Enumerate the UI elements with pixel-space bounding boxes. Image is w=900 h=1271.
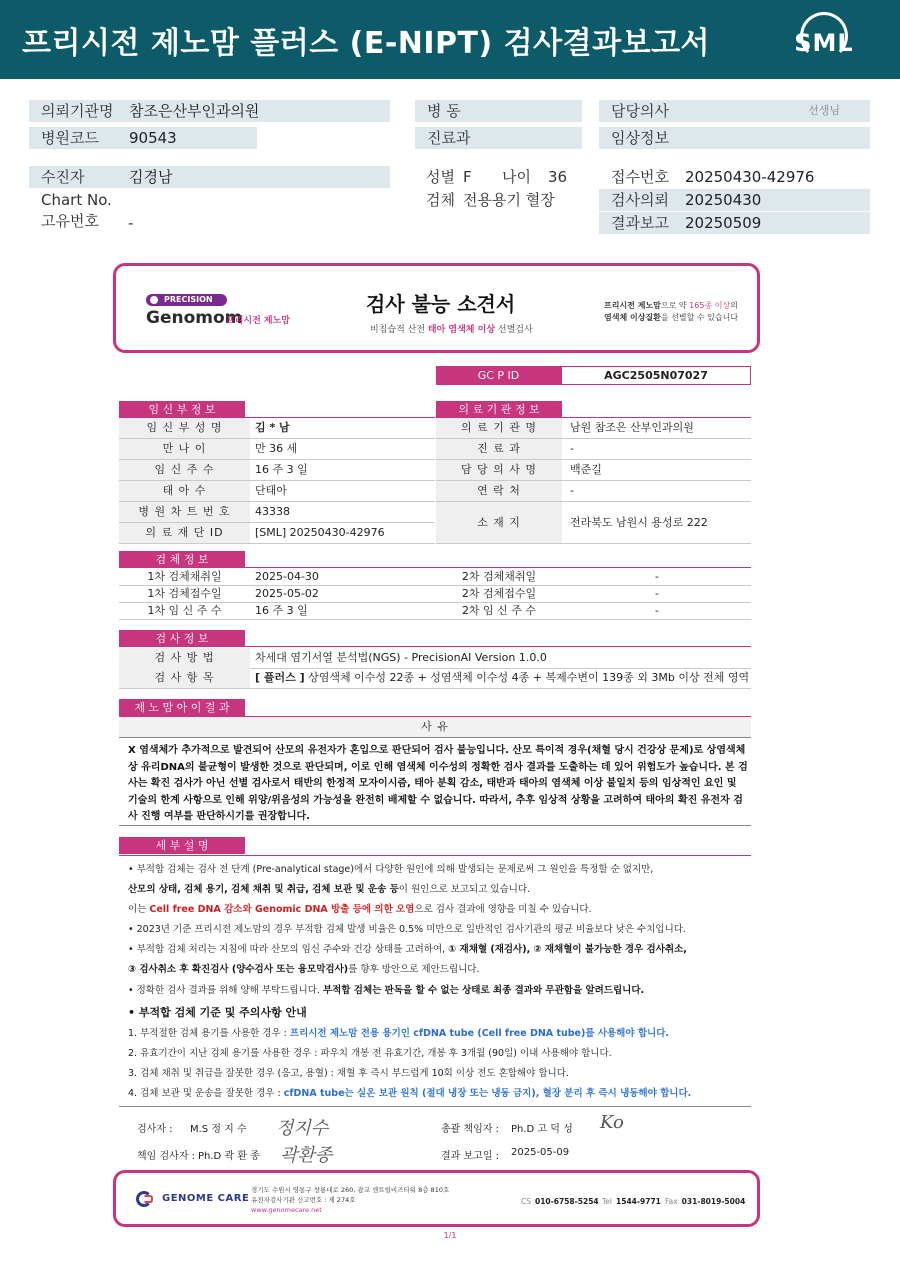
preg-row-label: 임 신 주 수 [119, 460, 250, 480]
org-row-value: 백준길 [570, 463, 602, 476]
caution-4: 4. 검체 보관 및 운송을 잘못한 경우 : cfDNA tube는 실온 보관 원칙 (절대 냉장 또는 냉동 금지), 혈장 분리 후 즉시 냉동해야 합니다. [128, 1088, 692, 1099]
preg-row-value: 16 주 3 일 [255, 463, 308, 476]
sex-label: 성별 [426, 168, 455, 186]
org-row-value: 남원 참조은 산부인과의원 [570, 421, 694, 434]
genome-care-logo-icon [136, 1191, 158, 1207]
preg-row-label: 병 원 차 트 번 호 [119, 502, 250, 522]
preg-row-label: 의 료 재 단 ID [119, 523, 250, 543]
report-form-title: 검사 불능 소견서 [366, 292, 516, 316]
preg-row-value: 만 36 세 [255, 442, 298, 455]
hospital-code-field: 병원코드 90543 [29, 127, 257, 149]
sml-logo-icon: SML [792, 12, 856, 68]
department-field: 진료과 [415, 127, 582, 149]
test-items-label: 검 사 항 목 [119, 668, 250, 688]
hospital-field: 의뢰기관명 참조은산부인과의원 [29, 100, 390, 122]
report-title-box [113, 263, 760, 353]
sex-value: F [463, 168, 472, 186]
detail-header: 세 부 설 명 [119, 837, 245, 854]
age-label: 나이 [502, 168, 531, 186]
test-items-value: [ 플러스 ] 상염색체 이수성 22종 + 성염색체 이수성 4종 + 복제수변이 139종 외 3Mb 이상 전체 영역 [255, 671, 750, 684]
org-row-value: - [570, 442, 574, 455]
spec-value-2: - [655, 604, 659, 617]
tester-name: M.S 정 지 수 [190, 1124, 247, 1135]
resp-tester-signature: 곽환종 [280, 1145, 333, 1166]
tel-phone: Tel 1544-9771 [602, 1197, 661, 1206]
doctor-field: 담당의사 선생님 [599, 100, 870, 122]
test-method-label: 검 사 방 법 [119, 648, 250, 668]
caution-1: 1. 부적절한 검체 용기를 사용한 경우 : 프리시전 제노맘 전용 용기인 cfDNA tube (Cell free DNA tube)를 사용해야 합니다. [128, 1028, 669, 1039]
preg-row-label: 만 나 이 [119, 439, 250, 459]
spec-value-2: - [655, 570, 659, 583]
chief-signature: Ko [600, 1112, 624, 1133]
report-date-label: 결과 보고일 : [441, 1151, 500, 1162]
tester-signature: 정지수 [276, 1118, 329, 1139]
preg-row-value: 단태아 [255, 484, 287, 497]
spec-value-2: - [655, 587, 659, 600]
chart-no-label: Chart No. [41, 191, 112, 209]
spec-label-1: 1차 검체채취일 [147, 570, 222, 583]
precision-badge: PRECISION [146, 294, 227, 306]
spec-label-2: 2차 임 신 주 수 [461, 604, 537, 617]
spec-label-2: 2차 검체접수일 [461, 587, 537, 600]
gcpid-value: AGC2505N07027 [561, 366, 751, 385]
test-method-value: 차세대 염기서열 분석법(NGS) - PrecisionAI Version 1.0.0 [255, 651, 547, 664]
org-row-label: 소 재 지 [436, 502, 562, 543]
org-row-label: 담 당 의 사 명 [436, 460, 562, 480]
detail-note-2: 산모의 상태, 검체 용기, 검체 채취 및 취급, 검체 보관 및 운송 등이 원인으로 보고되고 있습니다. [128, 884, 531, 895]
uid-value: - [128, 214, 134, 232]
detail-note-4: • 2023년 기준 프리시전 제노맘의 경우 부적합 검체 발생 비율은 0.5% 미만으로 일반적인 검사기관의 평균 비율보다 낮은 수치입니다. [128, 924, 686, 935]
preg-row-label: 임 신 부 성 명 [119, 418, 250, 438]
org-row-label: 연 락 처 [436, 481, 562, 501]
report-date-value: 2025-05-09 [511, 1147, 570, 1158]
spec-value-1: 2025-04-30 [255, 570, 319, 583]
reason-label: 사 유 [119, 717, 751, 737]
uid-label: 고유번호 [41, 212, 99, 230]
caution-3: 3. 검체 채취 및 취급을 잘못한 경우 (응고, 용혈) : 채혈 후 즉시 부드럽게 10회 이상 전도 혼합해야 합니다. [128, 1068, 569, 1079]
caution-2: 2. 유효기간이 지난 검체 용기를 사용한 경우 : 파우치 개봉 전 유효기간, 개봉 후 3개월 (90일) 이내 사용해야 합니다. [128, 1048, 612, 1059]
reason-text: X 염색체가 추가적으로 발견되어 산모의 유전자가 혼입으로 판단되어 검사 불능입니다. 산모 특이적 경우(채혈 당시 건강상 문제)로 상염색체 상 유리DNA의 불균형이 발생한 것으로 판단되며, 이로 인해 염색체 이수성의 정확한 검사 결과를 도출하는 데 있어 위험도가 높습니다. 본 검사는 확진 검사가 아닌 선별 검사로서 태반의 한정적 모자이시즘, 태아 분획 감소, 태반과 태아의 염색체 이상 불일치 등의 임상적인 요인 및 기술의 한계 사항으로 인해 위양/위음성의 가능성을 완전히 배제할 수 없습니다. 따라서, 추후 임상적 상황을 고려하여 태아의 확진 유전자 검사 진행 여부를 판단하시기를 권장합니다. [128, 745, 748, 822]
spec-value-1: 2025-05-02 [255, 587, 319, 600]
preg-info-header: 임 신 부 정 보 [119, 401, 245, 418]
company-website-link[interactable]: www.genomecare.net [251, 1206, 322, 1214]
spec-label-2: 2차 검체채취일 [461, 570, 537, 583]
genomom-logo: Genomom [146, 308, 243, 328]
specimen-info-header: 검 체 정 보 [119, 551, 245, 568]
result-header: 제 노 맘 아 이 결 과 [119, 699, 245, 716]
preg-row-value: [SML] 20250430-42976 [255, 526, 385, 539]
request-date-field: 검사의뢰 20250430 [599, 189, 870, 211]
genomom-sub: 프리시전 제노맘 [226, 316, 290, 326]
org-row-value: 전라북도 남원시 용성로 222 [570, 516, 708, 529]
detail-note-7: • 정확한 검사 결과를 위해 양해 부탁드립니다. 부적합 검체는 판독을 할 수 없는 상태로 최종 결과와 무관함을 알려드립니다. [128, 985, 645, 996]
resp-tester-name: Ph.D 곽 환 종 [198, 1151, 260, 1162]
company-address: 경기도 수원시 영통구 창룡대로 260, 광교 센트럴비즈타워 8층 810호 유전자검사기관 신고번호 : 제 274호 www.genomecare.net [251, 1186, 450, 1214]
chief-name: Ph.D 고 덕 성 [511, 1124, 573, 1135]
company-name: GENOME CARE [162, 1193, 250, 1204]
report-subtitle: 비침습적 산전 태아 염색체 이상 선별검사 [370, 325, 533, 335]
company-footer [113, 1170, 760, 1227]
page-number: 1/1 [443, 1231, 457, 1240]
cs-phone: CS 010-6758-5254 [521, 1197, 599, 1206]
detail-note-6: ③ 검사취소 후 확진검사 (양수검사 또는 융모막검사)를 향후 방안으로 제안드립니다. [128, 964, 480, 975]
receipt-field: 접수번호 20250430-42976 [611, 168, 815, 186]
caution-heading: • 부적합 검체 기준 및 주의사항 안내 [128, 1006, 307, 1019]
fax-number: Fax 031-8019-5004 [665, 1197, 746, 1206]
detail-note-1: • 부적합 검체는 검사 전 단계 (Pre-analytical stage)에서 다양한 원인에 의해 발생되는 문제로써 그 원인을 특정할 순 없지만, [128, 864, 654, 875]
report-title: 프리시전 제노맘 플러스 (E-NIPT) 검사결과보고서 [22, 26, 711, 61]
report-header [0, 0, 900, 79]
specimen-value: 전용용기 혈장 [463, 191, 555, 209]
preg-row-value: 43338 [255, 505, 290, 518]
org-row-label: 의 료 기 관 명 [436, 418, 562, 438]
report-tagline: 프리시전 제노맘으로 약 165종 이상의 염색체 이상질환을 선별할 수 있습니다 [604, 301, 739, 322]
specimen-label: 검체 [426, 191, 455, 209]
resp-tester-label: 책임 검사자 : [137, 1151, 196, 1162]
ward-field: 병 동 [415, 100, 582, 122]
spec-value-1: 16 주 3 일 [255, 604, 308, 617]
spec-label-1: 1차 검체접수일 [147, 587, 222, 600]
chief-label: 총괄 책임자 : [441, 1124, 500, 1135]
tester-label: 검사자 : [137, 1124, 173, 1135]
patient-field: 수진자 김경남 [29, 166, 390, 188]
age-value: 36 [548, 168, 568, 186]
clinical-info-field: 임상정보 [599, 127, 870, 149]
org-row-value: - [570, 484, 574, 497]
gcpid-label: GC P ID [436, 366, 561, 385]
preg-row-value: 김 * 남 [255, 421, 290, 434]
org-row-label: 진 료 과 [436, 439, 562, 459]
org-info-header: 의 료 기 관 정 보 [436, 401, 562, 418]
spec-label-1: 1차 임 신 주 수 [147, 604, 222, 617]
detail-note-5: • 부적합 검체 처리는 지침에 따라 산모의 임신 주수와 건강 상태를 고려하여, ① 재채혈 (재검사), ② 재채혈이 불가능한 경우 검사취소, [128, 944, 687, 955]
detail-note-3: 이는 Cell free DNA 감소와 Genomic DNA 방출 등에 의한 오염으로 검사 결과에 영향을 미칠 수 있습니다. [128, 904, 592, 915]
report-date-field: 결과보고 20250509 [599, 212, 870, 234]
test-info-header: 검 사 정 보 [119, 630, 245, 647]
preg-row-label: 태 아 수 [119, 481, 250, 501]
